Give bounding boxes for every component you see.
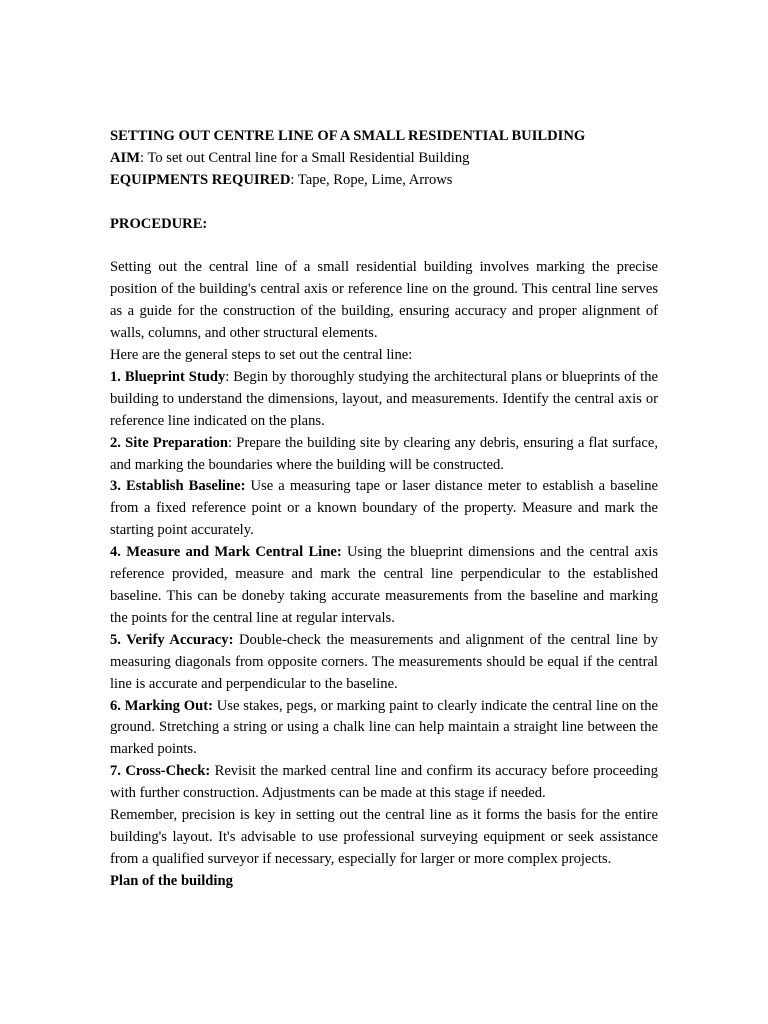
step-3 xyxy=(110,476,658,542)
step-7 xyxy=(110,761,658,805)
spacer xyxy=(110,192,658,214)
aim-label: AIM xyxy=(110,149,140,166)
aim-text: : To set out Central line for a Small Residential Building xyxy=(140,149,470,166)
step-text: Use a measuring tape or laser distance meter to establish a baseline from a fixed reference point or a known boundary of the property. Measure and mark the starting point accurately. xyxy=(110,478,658,539)
step-text: : Prepare the building site by clearing any debris, ensuring a flat surface, and marking the boundaries where the building will be constructed. xyxy=(110,434,659,473)
document-title: SETTING OUT CENTRE LINE OF A SMALL RESIDENTIAL BUILDING xyxy=(110,128,586,144)
step-label: 2. Site Preparation xyxy=(110,434,229,451)
step-1 xyxy=(110,367,658,433)
equipments-text: : Tape, Rope, Lime, Arrows xyxy=(290,171,453,188)
aim-line xyxy=(110,148,658,170)
step-4 xyxy=(110,542,658,630)
step-label: 7. Cross-Check: xyxy=(110,763,211,780)
plan-heading: Plan of the building xyxy=(110,872,233,889)
step-5 xyxy=(110,630,658,696)
step-label: 3. Establish Baseline: xyxy=(110,478,246,495)
intro-paragraph: Setting out the central line of a small residential building involves marking the precise position of the building's central axis or reference line on the ground. This central line serves as a guide for the construction of the building, ensuring accuracy and proper alignment of walls, columns, and other structural elements. xyxy=(110,259,658,342)
procedure-heading: PROCEDURE: xyxy=(110,215,208,232)
document-page xyxy=(110,126,658,893)
step-label: 1. Blueprint Study xyxy=(110,368,226,385)
steps-intro: Here are the general steps to set out the central line: xyxy=(110,347,413,364)
equipments-line xyxy=(110,170,658,192)
conclusion-paragraph: Remember, precision is key in setting out the central line as it forms the basis for the entire building's layout. It's advisable to use professional surveying equipment or seek assistance from a qualified surveyor if necessary, especially for larger or more complex projects. xyxy=(110,807,658,867)
step-text: Use stakes, pegs, or marking paint to clearly indicate the central line on the ground. Stretching a string or using a chalk line can help maintain a straight line between the marked points. xyxy=(110,697,659,758)
equipments-label: EQUIPMENTS REQUIRED xyxy=(110,171,291,188)
step-label: 4. Measure and Mark Central Line: xyxy=(110,544,342,561)
step-label: 6. Marking Out: xyxy=(110,697,213,714)
step-2 xyxy=(110,433,658,477)
step-text: Revisit the marked central line and confirm its accuracy before proceeding with further construction. Adjustments can be made at this stage if needed. xyxy=(110,763,659,802)
step-label: 5. Verify Accuracy: xyxy=(110,631,234,648)
spacer xyxy=(110,236,658,258)
step-6 xyxy=(110,696,658,762)
step-text: Double-check the measurements and alignment of the central line by measuring diagonals from opposite corners. The measurements should be equal if the central line is accurate and perpendicular to the baseline. xyxy=(110,631,659,692)
step-text: : Begin by thoroughly studying the architectural plans or blueprints of the building to understand the dimensions, layout, and measurements. Identify the central axis or reference line indicated on the plans. xyxy=(110,368,658,429)
step-text: Using the blueprint dimensions and the central axis reference provided, measure and mark the central line perpendicular to the established baseline. This can be doneby taking accurate measurements from the baseline and marking the points for the central line at regular intervals. xyxy=(110,544,659,626)
